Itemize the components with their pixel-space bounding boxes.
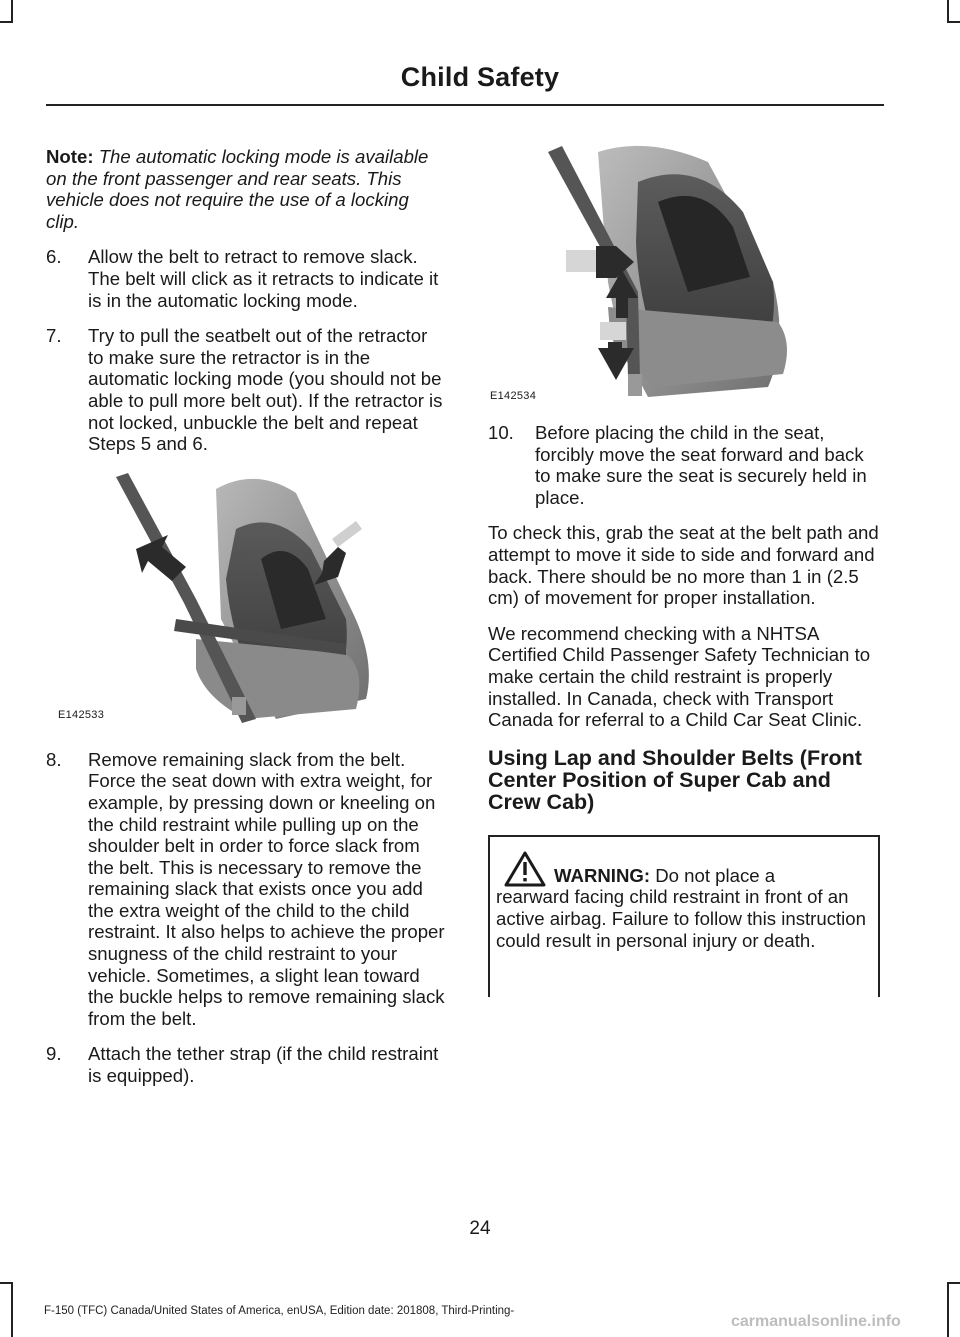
warning-text: rearward facing child restraint in front of an active airbag. Failure to follow this instruction could result in personal injury or death. <box>496 886 866 951</box>
arrow-up-left-icon <box>136 535 186 581</box>
note <box>46 146 446 232</box>
step-text: Try to pull the seatbelt out of the retractor to make sure the retractor is in the automatic locking mode (you should not be able to pull more belt out). If the retractor is not locked, unbuckle the belt and repeat Steps 5 and 6. <box>88 325 443 455</box>
arrow-motion-lines <box>566 250 596 272</box>
step-number: 7. <box>46 325 62 347</box>
figure-code: E142534 <box>490 390 537 403</box>
crop-mark-bottom-left <box>11 1282 13 1337</box>
warning-box <box>488 835 880 997</box>
step-10 <box>488 422 880 508</box>
crop-mark-top-left <box>11 0 13 22</box>
buckle <box>232 697 246 715</box>
child-seat-illustration-testing <box>488 142 880 412</box>
right-column <box>488 146 880 997</box>
arrow-motion-lines <box>600 322 626 340</box>
step-number: 10. <box>488 422 514 443</box>
edition-footer: F-150 (TFC) Canada/United States of America, enUSA, Edition date: 201808, Third-Printing- <box>44 1305 515 1317</box>
warning-first-line <box>496 865 872 887</box>
left-column <box>46 146 446 1101</box>
header-rule <box>46 104 884 106</box>
step-text: Remove remaining slack from the belt. Force the seat down with extra weight, for example, by pressing down or kneeling on the child restraint while pulling up on the shoulder belt in order to force slack from the belt. This is necessary to remove the remaining slack that exists once you add the extra weight of the child to the child restraint. It also helps to achieve the proper snugness of the child restraint to your vehicle. Sometimes, a slight lean toward the buckle helps to remove remaining slack from the belt. <box>88 748 445 1029</box>
step-8 <box>46 749 446 1030</box>
section-heading: Using Lap and Shoulder Belts (Front Center Position of Super Cab and Crew Cab) <box>488 745 862 814</box>
child-seat-figure-2 <box>488 142 880 412</box>
figure-code: E142533 <box>58 709 105 722</box>
crop-mark-bottom-right-h <box>947 1282 960 1284</box>
paragraph-recommend: We recommend checking with a NHTSA Certified Child Passenger Safety Technician to make certain the child restraint is properly installed. In Canada, check with Transport Canada for referral to a Child Car Seat Clinic. <box>488 622 871 731</box>
warning-label: WARNING: <box>554 864 651 886</box>
buckle <box>628 374 642 396</box>
step-number: 9. <box>46 1043 62 1065</box>
child-seat-illustration-pressing <box>46 469 446 731</box>
child-seat-figure <box>46 469 446 731</box>
watermark: carmanualsonline.info <box>731 1313 901 1330</box>
arrow-motion-lines <box>332 521 362 547</box>
step-6 <box>46 246 446 311</box>
crop-mark-top-left-h <box>0 21 13 23</box>
crop-mark-top-right <box>947 0 949 22</box>
page-number: 24 <box>469 1218 491 1239</box>
step-9 <box>46 1043 446 1086</box>
step-number: 6. <box>46 246 62 268</box>
section-title: Child Safety <box>400 62 560 92</box>
paragraph-check: To check this, grab the seat at the belt path and attempt to move it side to side and forward and back. There should be no more than 1 in (2.5 cm) of movement for proper installation. <box>488 522 879 609</box>
step-number: 8. <box>46 748 62 770</box>
note-label: Note: <box>46 146 94 167</box>
step-text: Attach the tether strap (if the child restraint is equipped). <box>88 1043 439 1087</box>
warning-text-start: Do not place a <box>655 864 776 886</box>
step-text: Before placing the child in the seat, forcibly move the seat forward and back to make sure the seat is securely held in place. <box>535 422 867 508</box>
crop-mark-bottom-right <box>947 1282 949 1337</box>
note-text: The automatic locking mode is available on the front passenger and rear seats. This vehicle does not require the use of a locking clip. <box>46 146 429 232</box>
step-text: Allow the belt to retract to remove slack. The belt will click as it retracts to indicate it is in the automatic locking mode. <box>88 246 439 311</box>
step-7 <box>46 325 446 455</box>
warning-triangle-icon <box>504 851 546 887</box>
crop-mark-bottom-left-h <box>0 1282 13 1284</box>
crop-mark-top-right-h <box>947 21 960 23</box>
